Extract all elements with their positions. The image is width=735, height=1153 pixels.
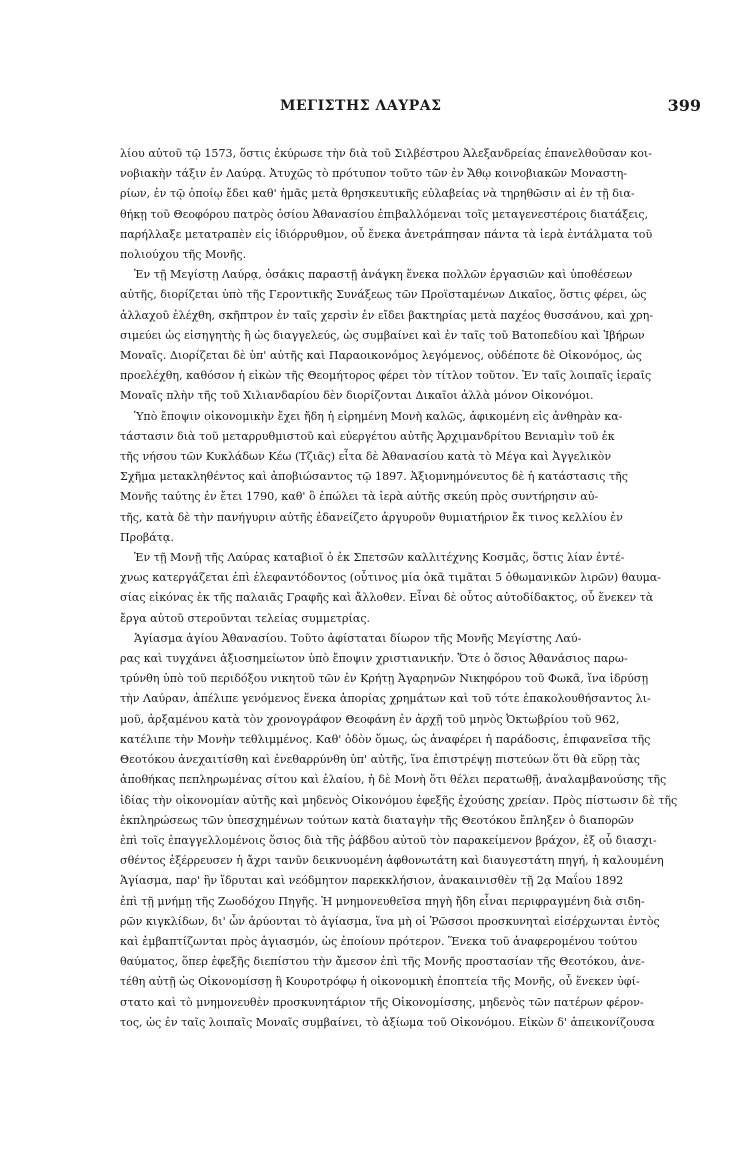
- text-line: Ἁγίασμα, παρ' ἣν ἵδρυται καὶ νεόδμητον παρεκκλήσιον, ἀνακαινισθὲν τῇ 2ᾳ Μαΐου 1892: [120, 874, 624, 888]
- text-line: πολιούχου τῆς Μονῆς.: [120, 248, 247, 262]
- text-line: τος, ὡς ἐν ταῖς λοιπαῖς Μοναῖς συμβαίνει, τὸ ἀξίωμα τοῦ Οἰκονόμου. Εἰκὼν δ' ἀπεικονίζουσα: [120, 1015, 655, 1029]
- page-header: [120, 98, 713, 122]
- text-line: τῆς, κατὰ δὲ τὴν πανήγυριν αὐτῆς ἐδανείζετο ἀργυροῦν θυμιατήριον ἔκ τινος κελλίου ἐν: [120, 510, 623, 524]
- text-line: ρῶν κιγκλίδων, δι' ὧν ἀρύονται τὸ ἁγίασμα, ἵνα μὴ οἱ Ῥῶσσοι προσκυνηταὶ εἰσέρχωνται ἐντὸς: [120, 914, 660, 928]
- section-heading-line: Ἁγίασμα ἁγίου Ἀθανασίου. Τοῦτο ἀφίσταται δίωρον τῆς Μονῆς Μεγίστης Λαύ-: [134, 631, 582, 645]
- text-line: ρίων, ἐν τῷ ὁποίῳ ἔδει καθ' ἡμᾶς μετὰ θρησκευτικῆς εὐλαβείας νὰ τηρηθῶσιν αἱ ἐν τῇ δια-: [120, 187, 635, 201]
- text-line: ἐκπληρώσεως τῶν ὑπεσχημένων τούτων κατὰ διαταγὴν τῆς Θεοτόκου ἔπληξεν ὁ διαπορῶν: [120, 813, 634, 827]
- text-line: κατέλιπε τὴν Μονὴν τεθλιμμένος. Καθ' ὁδὸν ὅμως, ὡς ἀναφέρει ἡ παράδοσις, ἐπιφανεῖσα τῆς: [120, 732, 651, 746]
- text-line: ἀποθήκας πεπληρωμένας σίτου καὶ ἐλαίου, ἡ δὲ Μονὴ ὅτι θέλει περατωθῇ, ἀναλαμβανούσης τῆς: [120, 773, 667, 787]
- text-line: Μονῆς ταύτης ἐν ἔτει 1790, καθ' ὃ ἐπώλει τὰ ἱερὰ αὐτῆς σκεύη πρὸς συντήρησιν αὐ-: [120, 490, 599, 504]
- body-text: [120, 144, 713, 1033]
- text-line: ρας καὶ τυγχάνει ἀξιοσημείωτον ὑπὸ ἔποψιν χριστιανικήν. Ὅτε ὁ ὅσιος Ἀθανάσιος παρω-: [120, 652, 628, 666]
- text-line: Ἐν τῇ Μονῇ τῆς Λαύρας καταβιοῖ ὁ ἐκ Σπετσῶν καλλιτέχνης Κοσμᾶς, ὅστις λίαν ἐντέ-: [134, 551, 625, 565]
- text-line: Σχῆμα μετακληθέντος καὶ ἀποβιώσαντος τῷ 1897. Ἀξιομνημόνευτος δὲ ἡ κατάστασις τῆς: [120, 470, 628, 484]
- text-line: ἔργα αὐτοῦ στεροῦνται τελείας συμμετρίας.: [120, 611, 371, 625]
- running-head: ΜΕΓΙΣΤΗΣ ΛΑΥΡΑΣ: [280, 98, 442, 114]
- text-line: Ἐν τῇ Μεγίστῃ Λαύρᾳ, ὁσάκις παραστῇ ἀνάγκη ἕνεκα πολλῶν ἐργασιῶν καὶ ὑποθέσεων: [134, 268, 633, 282]
- text-line: τρύνθη ὑπὸ τοῦ περιδόξου νικητοῦ τῶν ἐν Κρήτῃ Ἀγαρηνῶν Νικηφόρου τοῦ Φωκᾶ, ἵνα ἱδρύσῃ: [120, 672, 649, 686]
- text-line: ἐπὶ τοῖς ἐπαγγελλομένοις ὅσιος διὰ τῆς ῥάβδου αὐτοῦ τὸν παρακείμενον βράχον, ἐξ οὗ διασχι-: [120, 833, 657, 847]
- text-line: σθέντος ἐξέρρευσεν ἡ ἄχρι τανῦν δεικνυομένη ἀφθονωτάτη καὶ διαυγεστάτη πηγή, ἡ καλουμένη: [120, 854, 664, 868]
- text-line: μοῦ, ἀρξαμένου κατὰ τὸν χρονογράφον Θεοφάνη ἐν ἀρχῇ τοῦ μηνὸς Ὀκτωβρίου τοῦ 962,: [120, 712, 620, 726]
- text-line: ἀλλαχοῦ ἐλέχθη, σκῆπτρον ἐν ταῖς χερσὶν ἐν εἴδει βακτηρίας μετὰ παχέος θυσσάνου, καὶ χρη-: [120, 308, 654, 322]
- text-line: τάστασιν διὰ τοῦ μεταρρυθμιστοῦ καὶ εὐεργέτου αὐτῆς Ἀρχιμανδρίτου Βενιαμὶν τοῦ ἐκ: [120, 429, 615, 443]
- text-line: σίας εἰκόνας ἐκ τῆς παλαιᾶς Γραφῆς καὶ ἄλλοθεν. Εἶναι δὲ οὗτος αὐτοδίδακτος, οὗ ἕνεκεν τὰ: [120, 591, 654, 605]
- text-line: ἐπὶ τῇ μνήμῃ τῆς Ζωοδόχου Πηγῆς. Ἡ μνημονευθεῖσα πηγὴ ἤδη εἶναι περιφραγμένη διὰ σιδη-: [120, 894, 645, 908]
- text-line: ἰδίας τὴν οἰκονομίαν αὐτῆς καὶ μηδενὸς Οἰκονόμου ἐφεξῆς ἐχούσης χρείαν. Πρὸς πίστωσιν δὲ τῆς: [120, 793, 678, 807]
- text-line: στατο καὶ τὸ μνημονευθὲν προσκυνητάριον τῆς Οἰκονομίσσης, μηδενὸς τῶν πατέρων φέρον-: [120, 995, 644, 1009]
- text-line: παρήλλαξε μετατραπὲν εἰς ἰδιόρρυθμον, οὗ ἕνεκα ἀνετράπησαν πάντα τὰ ἱερὰ ἐντάλματα τοῦ: [120, 227, 653, 241]
- page-number: 399: [667, 96, 701, 115]
- text-line: Προβάτᾳ.: [120, 530, 174, 544]
- text-line: θήκῃ τοῦ Θεοφόρου πατρὸς ὁσίου Ἀθανασίου ἐπιβαλλόμεναι τοῖς μεταγενεστέροις διατάξεις,: [120, 207, 649, 221]
- text-line: καὶ ἐμβαπτίζωνται πρὸς ἁγιασμόν, ὡς ἐποίουν πρότερον. Ἕνεκα τοῦ ἀναφερομένου τούτου: [120, 934, 638, 948]
- text-line: Μοναῖς. Διορίζεται δὲ ὑπ' αὐτῆς καὶ Παραοικονόμος λεγόμενος, οὐδέποτε δὲ Οἰκονόμος, ὡς: [120, 349, 642, 363]
- text-line: θαύματος, ὅπερ ἐφεξῆς διεπίστου τὴν ἄμεσον ἐπὶ τῆς Μονῆς προστασίαν τῆς Θεοτόκου, ἀνε-: [120, 955, 645, 969]
- text-line: Ὑπὸ ἔποψιν οἰκονομικὴν ἔχει ἤδη ἡ εἰρημένη Μονὴ καλῶς, ἀφικομένη εἰς ἀνθηρὰν κα-: [134, 409, 623, 423]
- text-line: λίου αὐτοῦ τῷ 1573, ὅστις ἐκύρωσε τὴν διὰ τοῦ Σιλβέστρου Ἀλεξανδρείας ἐπανελθοῦσαν κοι-: [120, 147, 652, 160]
- text-line: σιμεύει ὡς εἰσηγητὴς ἢ ὡς διαγγελεύς, ὡς συμβαίνει καὶ ἐν ταῖς τοῦ Βατοπεδίου καὶ Ἰβήρων: [120, 328, 645, 342]
- text-line: χνως κατεργάζεται ἐπὶ ἐλεφαντόδοντος (οὗτινος μία ὀκᾶ τιμᾶται 5 ὀθωμανικῶν λιρῶν) θαυμα-: [120, 571, 662, 585]
- text-line: προελέχθη, καθόσον ἡ εἰκὼν τῆς Θεομήτορος φέρει τὸν τίτλον τοῦτον. Ἐν ταῖς λοιπαῖς ἱεραῖς: [120, 369, 652, 383]
- text-line: τὴν Λαύραν, ἀπέλιπε γενόμενος ἕνεκα ἀπορίας χρημάτων καὶ τοῦ τότε ἐπακολουθήσαντος λι-: [120, 692, 651, 706]
- text-line: τῆς νήσου τῶν Κυκλάδων Κέω (Τζιᾶς) εἶτα δὲ Ἀθανασίου κατὰ τὸ Μέγα καὶ Ἀγγελικὸν: [120, 450, 612, 464]
- text-line: τέθη αὐτῇ ὡς Οἰκονομίσσῃ ἢ Κουροτρόφῳ ἡ οἰκονομικὴ ἐποπτεία τῆς Μονῆς, οὗ ἕνεκεν ὑφί-: [120, 975, 640, 989]
- text-line: Μοναῖς πλὴν τῆς τοῦ Χιλιανδαρίου δὲν διορίζονται Δικαῖοι ἀλλὰ μόνον Οἰκονόμοι.: [120, 389, 594, 403]
- text-line: νοβιακὴν τάξιν ἐν Λαύρᾳ. Ἀτυχῶς τὸ πρότυπον τοῦτο τῶν ἐν Ἄθῳ κοινοβιακῶν Μοναστη-: [120, 167, 628, 181]
- text-line: αὐτῆς, διορίζεται ὑπὸ τῆς Γεροντικῆς Συνάξεως τῶν Προϊσταμένων Δικαῖος, ὅστις φέρει, ὡς: [120, 288, 647, 302]
- text-line: Θεοτόκου ἀνεχαιτίσθη καὶ ἐνεθαρρύνθη ὑπ' αὐτῆς, ἵνα ἐπιστρέψῃ πιστεύων ὅτι θὰ εὕρῃ τὰς: [120, 753, 641, 767]
